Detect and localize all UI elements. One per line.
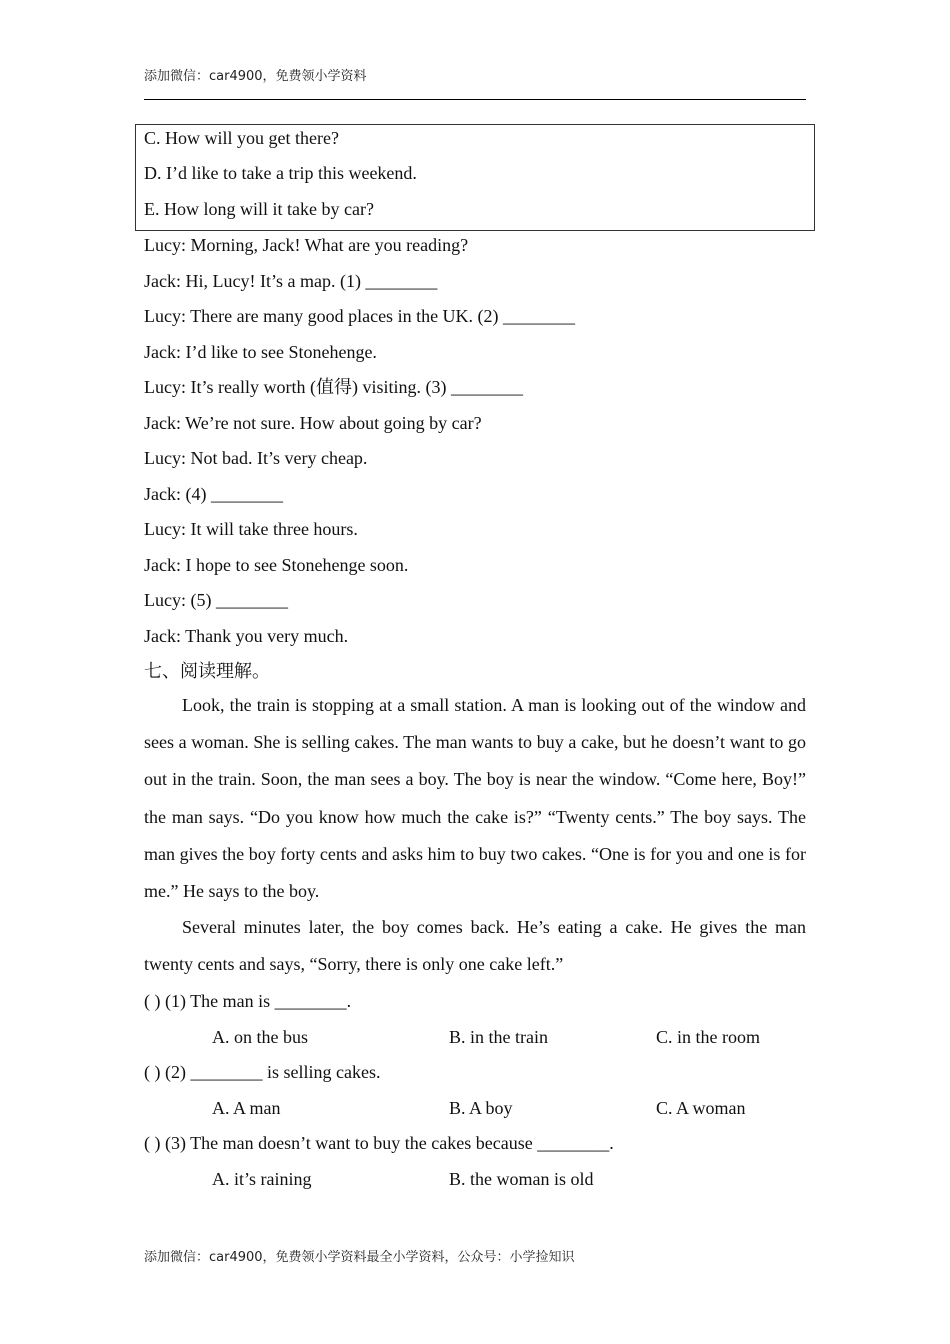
dialogue-line: Jack: I’d like to see Stonehenge. bbox=[144, 342, 377, 362]
question-3-choice-b: B. the woman is old bbox=[449, 1169, 594, 1189]
question-3: ( ) (3) The man doesn’t want to buy the cakes because ________. bbox=[144, 1133, 614, 1153]
question-1-choice-b: B. in the train bbox=[449, 1027, 548, 1047]
header-divider bbox=[144, 99, 806, 100]
dialogue-line: Lucy: Morning, Jack! What are you reading? bbox=[144, 235, 469, 255]
question-2-choice-a: A. A man bbox=[212, 1098, 281, 1118]
option-e: E. How long will it take by car? bbox=[144, 199, 374, 219]
dialogue-line: Jack: I hope to see Stonehenge soon. bbox=[144, 555, 409, 575]
question-1-choice-c: C. in the room bbox=[656, 1027, 760, 1047]
option-d: D. I’d like to take a trip this weekend. bbox=[144, 163, 417, 183]
question-2: ( ) (2) ________ is selling cakes. bbox=[144, 1062, 381, 1082]
dialogue-line: Lucy: It will take three hours. bbox=[144, 519, 358, 539]
dialogue-line: Jack: Thank you very much. bbox=[144, 626, 349, 646]
dialogue-line: Lucy: It’s really worth (值得) visiting. (3) ________ bbox=[144, 377, 523, 397]
dialogue-line: Lucy: (5) ________ bbox=[144, 590, 288, 610]
dialogue-line: Lucy: Not bad. It’s very cheap. bbox=[144, 448, 368, 468]
passage-paragraph-2: Several minutes later, the boy comes back. He’s eating a cake. He gives the man twenty cents and says, “Sorry, there is only one cake left.” bbox=[144, 917, 806, 975]
dialogue-line: Lucy: There are many good places in the UK. (2) ________ bbox=[144, 306, 576, 326]
question-2-choice-b: B. A boy bbox=[449, 1098, 513, 1118]
question-2-choice-c: C. A woman bbox=[656, 1098, 746, 1118]
dialogue-line: Jack: We’re not sure. How about going by car? bbox=[144, 413, 482, 433]
dialogue-line: Jack: (4) ________ bbox=[144, 484, 283, 504]
passage-paragraph-1: Look, the train is stopping at a small station. A man is looking out of the window and sees a woman. She is selling cakes. The man wants to buy a cake, but he doesn’t want to go out in the train. Soon, the man sees a boy. The boy is near the window. “Come here, Boy!” the man says. “Do you know how much the cake is?” “Twenty cents.” The boy says. The man gives the boy forty cents and asks him to buy two cakes. “One is for you and one is for me.” He says to the boy. bbox=[144, 695, 806, 902]
question-3-choice-a: A. it’s raining bbox=[212, 1169, 312, 1189]
section-title: 七、阅读理解。 bbox=[144, 661, 270, 681]
question-1-choice-a: A. on the bus bbox=[212, 1027, 308, 1047]
page-header: 添加微信：car4900，免费领小学资料 bbox=[144, 69, 367, 84]
dialogue-line: Jack: Hi, Lucy! It’s a map. (1) ________ bbox=[144, 271, 438, 291]
option-c: C. How will you get there? bbox=[144, 128, 339, 148]
page-footer: 添加微信：car4900，免费领小学资料最全小学资料，公众号：小学捡知识 bbox=[144, 1250, 575, 1265]
question-1: ( ) (1) The man is ________. bbox=[144, 991, 352, 1011]
